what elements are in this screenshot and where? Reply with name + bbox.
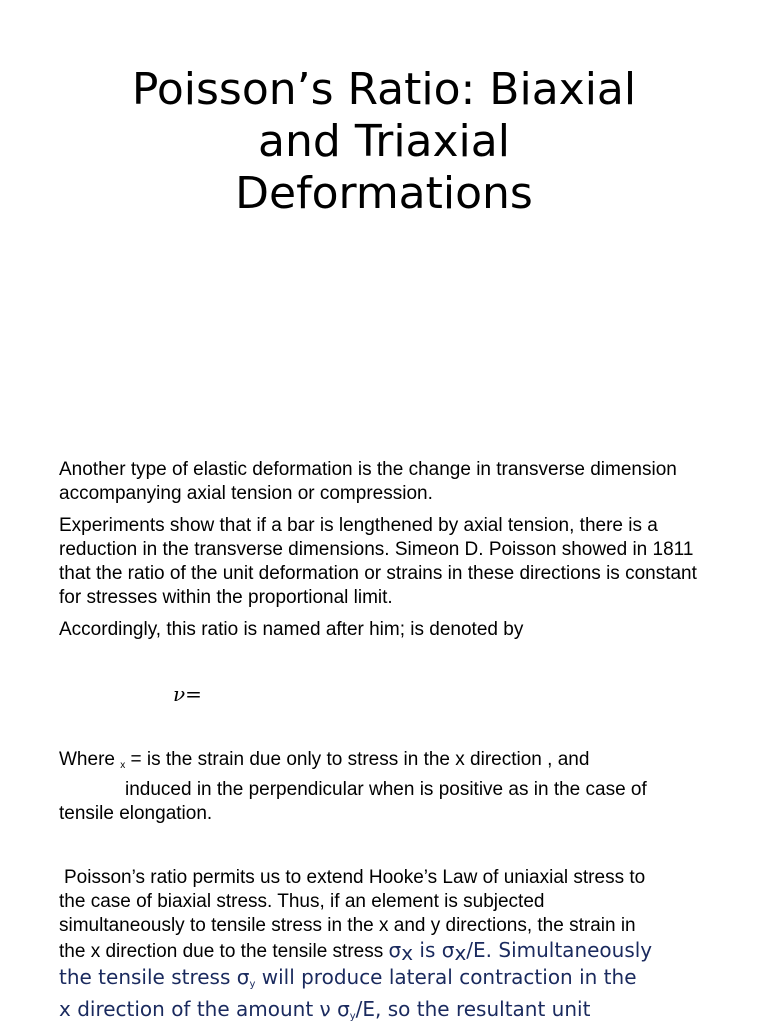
- sigma-y-subscript-2: y: [349, 1011, 356, 1022]
- hooke-line-6-end: /E, so the resultant unit: [355, 997, 591, 1021]
- sigma-x-subscript: x: [401, 941, 414, 965]
- hooke-line-5-end: will produce lateral contraction in the: [255, 965, 637, 989]
- poisson-formula: ν=: [173, 682, 202, 706]
- sigma-y-subscript: y: [249, 979, 256, 990]
- hooke-line-6-start: x direction of the amount ν σ: [59, 997, 350, 1021]
- paragraph-named: Accordingly, this ratio is named after him; is denoted by: [59, 619, 524, 640]
- hooke-line-3: simultaneously to tensile stress in the x and y directions, the strain in: [59, 915, 636, 936]
- hooke-line-1: Poisson’s ratio permits us to extend Hooke’s Law of uniaxial stress to: [64, 867, 646, 888]
- slide-body: [59, 458, 719, 1029]
- sigma-y-symbol: σ: [236, 965, 250, 989]
- sigma-x-symbol: σ: [388, 938, 402, 962]
- slide-title: [60, 64, 708, 220]
- hooke-line-4-start: the x direction due to the tensile stress: [59, 941, 389, 962]
- sigma-x-subscript-2: x: [454, 941, 467, 965]
- paragraph-hooke: [59, 866, 719, 1029]
- title-line-3: Deformations: [235, 168, 533, 219]
- hooke-line-4-end: Simultaneously: [492, 938, 653, 962]
- where-subscript-x: x: [120, 760, 126, 771]
- where-line-2: induced in the perpendicular when is positive as in the case of: [125, 779, 647, 800]
- hooke-line-2: the case of biaxial stress. Thus, if an element is subjected: [59, 891, 545, 912]
- is-text: is: [413, 938, 442, 962]
- paragraph-experiments: Experiments show that if a bar is lengthened by axial tension, there is a reduction in the transverse dimensions. Simeon D. Poisson showed in 1811 that the ratio of the unit deformation or strains in these directions is constant for stresses within the proportional limit.: [59, 515, 697, 608]
- title-line-1: Poisson’s Ratio: Biaxial: [131, 64, 637, 115]
- where-line-3: tensile elongation.: [59, 803, 213, 824]
- paragraph-where: [59, 748, 719, 826]
- where-label: Where: [59, 749, 121, 770]
- sigma-x-symbol-2: σ: [441, 938, 455, 962]
- title-line-2: and Triaxial: [258, 116, 510, 167]
- where-text: = is the strain due only to stress in the x direction , and: [125, 749, 590, 770]
- paragraph-intro: Another type of elastic deformation is the change in transverse dimension accompanying axial tension or compression.: [59, 459, 677, 504]
- hooke-line-5-start: the tensile stress: [59, 965, 237, 989]
- over-e-text: /E.: [466, 938, 493, 962]
